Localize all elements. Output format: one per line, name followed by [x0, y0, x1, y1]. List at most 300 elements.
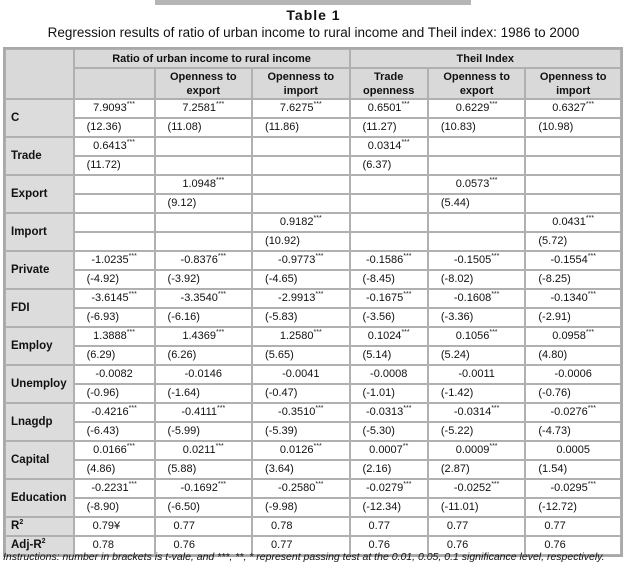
coef-cell [428, 327, 526, 346]
coef-cell [350, 441, 428, 460]
coef-value: -0.4111 [181, 406, 218, 418]
t-value-row [5, 384, 621, 403]
t-value-cell: (-5.99) [155, 422, 253, 441]
corner-cell [5, 49, 74, 99]
fit-name: R [11, 520, 20, 532]
coef-cell [350, 99, 428, 118]
coef-row [5, 175, 621, 194]
coef-value: -0.0006 [554, 368, 592, 380]
significance-stars: *** [313, 101, 322, 108]
significance-stars: *** [585, 101, 595, 108]
fit-value: 0.76 [428, 536, 526, 555]
coef-cell [428, 137, 526, 156]
fit-value: 0.77 [350, 517, 428, 536]
significance-stars: *** [587, 291, 596, 298]
coef-cell [350, 289, 428, 308]
significance-stars: ** [402, 443, 409, 450]
significance-stars: *** [313, 443, 322, 450]
t-value-cell: (-1.01) [350, 384, 428, 403]
fit-value: 0.77 [525, 517, 621, 536]
t-value-cell [74, 232, 155, 251]
t-value-cell: (-4.92) [74, 270, 155, 289]
t-value-row [5, 460, 621, 479]
coef-value: 0.1056 [455, 330, 490, 342]
coef-value: -0.1586 [365, 254, 404, 266]
variable-label: Export [5, 175, 74, 213]
coef-value: -0.0146 [184, 368, 222, 380]
coef-cell [74, 251, 155, 270]
t-value-row [5, 270, 621, 289]
coef-cell [350, 213, 428, 232]
t-value-cell: (12.36) [74, 118, 155, 137]
coef-cell [428, 289, 526, 308]
significance-stars: *** [217, 291, 227, 298]
coef-value: -0.1675 [365, 292, 404, 304]
coef-value: -3.3540 [180, 292, 218, 304]
coef-value: -0.0011 [458, 368, 495, 380]
regression-table [3, 47, 623, 557]
coef-value: -0.9773 [278, 254, 316, 266]
significance-stars: *** [403, 253, 412, 260]
t-value-cell: (11.27) [350, 118, 428, 137]
variable-label: Lnagdp [5, 403, 74, 441]
t-value-cell: (-8.02) [428, 270, 526, 289]
t-value-cell: (11.86) [252, 118, 350, 137]
coef-cell [350, 251, 428, 270]
group-header-row [5, 49, 621, 68]
fit-sup: 2 [19, 519, 24, 526]
t-value-cell [350, 194, 428, 213]
significance-stars: *** [587, 405, 596, 412]
t-value-cell: (-3.56) [350, 308, 428, 327]
coef-cell [525, 99, 621, 118]
coef-value: 7.2581 [182, 102, 217, 114]
t-value-cell: (-6.93) [74, 308, 155, 327]
coef-value: 0.9182 [279, 216, 314, 228]
coef-value: -0.1692 [180, 482, 218, 494]
significance-stars: *** [217, 253, 227, 260]
t-value-cell: (4.80) [525, 346, 621, 365]
coef-value: -0.0295 [550, 482, 588, 494]
significance-stars: *** [489, 329, 498, 336]
fit-value: 0.77 [252, 536, 350, 555]
coef-cell [252, 99, 350, 118]
fit-value: 0.76 [155, 536, 253, 555]
coef-cell [525, 441, 621, 460]
significance-stars: *** [126, 443, 135, 450]
significance-stars: *** [217, 481, 227, 488]
significance-stars: *** [403, 405, 412, 412]
coef-value: -0.1505 [453, 254, 492, 266]
significance-stars: *** [401, 329, 410, 336]
coef-cell [155, 403, 253, 422]
t-value-cell: (-6.16) [155, 308, 253, 327]
t-value-cell: (10.83) [428, 118, 526, 137]
footnote: Instructions: number in brackets is t-vale, and ***, **, * represent passing test at the 0.01, 0.05, 0.1 significance level, respectively. [3, 551, 605, 563]
t-value-cell: (5.72) [525, 232, 621, 251]
coef-cell [525, 479, 621, 498]
significance-stars: *** [128, 405, 137, 412]
significance-stars: *** [126, 329, 135, 336]
table-title: Table 1 [286, 7, 341, 23]
variable-label: Unemploy [5, 365, 74, 403]
t-value-cell [252, 156, 350, 175]
coef-cell [350, 137, 428, 156]
significance-stars: *** [489, 443, 498, 450]
significance-stars: *** [315, 253, 324, 260]
coef-value: 0.6501 [367, 102, 402, 114]
fit-value: 0.76 [525, 536, 621, 555]
coef-cell [428, 441, 526, 460]
coef-cell [525, 213, 621, 232]
coef-value: 0.0005 [556, 444, 591, 456]
t-value-cell [525, 194, 621, 213]
t-value-cell [155, 156, 253, 175]
fit-label [5, 517, 74, 536]
significance-stars: *** [585, 215, 595, 222]
coef-row [5, 327, 621, 346]
t-value-cell [155, 232, 253, 251]
coef-cell [428, 99, 526, 118]
coef-value: 0.0431 [552, 216, 586, 228]
t-value-cell: (3.64) [252, 460, 350, 479]
coef-value: -2.9913 [278, 292, 316, 304]
t-value-cell: (-0.76) [525, 384, 621, 403]
coef-value: -0.3510 [278, 406, 316, 418]
t-value-cell: (-8.90) [74, 498, 155, 517]
fit-value: 0.78 [74, 536, 155, 555]
coef-cell [155, 441, 253, 460]
fit-value: 0.77 [155, 517, 253, 536]
significance-stars: *** [489, 177, 498, 184]
t-value-cell: (10.92) [252, 232, 350, 251]
t-value-cell: (5.88) [155, 460, 253, 479]
coef-cell [350, 365, 428, 384]
fit-sup: 2 [41, 538, 46, 545]
coef-cell [74, 99, 155, 118]
significance-stars: *** [403, 481, 412, 488]
coef-cell [252, 327, 350, 346]
coef-cell [252, 479, 350, 498]
significance-stars: *** [215, 443, 224, 450]
coef-value: -0.0008 [370, 368, 408, 380]
coef-cell [350, 479, 428, 498]
t-value-cell: (-0.47) [252, 384, 350, 403]
t-value-row [5, 118, 621, 137]
coef-row [5, 137, 621, 156]
coef-value: 0.0166 [93, 444, 127, 456]
coef-cell [428, 175, 526, 194]
significance-stars: *** [126, 139, 135, 146]
t-value-cell: (-5.30) [350, 422, 428, 441]
coef-cell [428, 479, 526, 498]
coef-cell [428, 251, 526, 270]
coef-value: 1.4369 [182, 330, 217, 342]
t-value-cell: (9.12) [155, 194, 253, 213]
coef-cell [155, 365, 253, 384]
column-header [74, 68, 155, 99]
t-value-cell: (11.08) [155, 118, 253, 137]
coef-value: 0.6413 [93, 140, 127, 152]
coef-value: -0.0082 [95, 368, 133, 380]
coef-value: 0.0958 [552, 330, 586, 342]
coef-cell [155, 175, 253, 194]
t-value-row [5, 156, 621, 175]
significance-stars: *** [216, 177, 225, 184]
column-header: Openness to export [428, 68, 526, 99]
t-value-cell: (6.26) [155, 346, 253, 365]
coef-cell [252, 175, 350, 194]
t-value-cell [350, 232, 428, 251]
coef-value: 0.0211 [182, 444, 216, 456]
column-header: Trade openness [350, 68, 428, 99]
t-value-cell: (-12.34) [350, 498, 428, 517]
significance-stars: *** [315, 405, 324, 412]
coef-value: -0.0252 [453, 482, 492, 494]
fit-value: 0.79¥ [74, 517, 155, 536]
coef-cell [525, 365, 621, 384]
group-header-ratio: Ratio of urban income to rural income [74, 49, 350, 68]
significance-stars: *** [128, 481, 137, 488]
significance-stars: *** [315, 291, 324, 298]
coef-row [5, 99, 621, 118]
t-value-cell: (-11.01) [428, 498, 526, 517]
t-value-cell: (6.29) [74, 346, 155, 365]
coef-value: -0.2231 [91, 482, 129, 494]
coef-cell [525, 327, 621, 346]
coef-value: 0.0009 [455, 444, 490, 456]
t-value-row [5, 422, 621, 441]
top-rule [155, 0, 471, 5]
significance-stars: *** [491, 291, 500, 298]
significance-stars: *** [491, 405, 500, 412]
coef-cell [525, 175, 621, 194]
t-value-cell: (2.16) [350, 460, 428, 479]
significance-stars: *** [315, 481, 324, 488]
coef-cell [428, 403, 526, 422]
t-value-cell: (-9.98) [252, 498, 350, 517]
significance-stars: *** [489, 101, 498, 108]
t-value-cell: (1.54) [525, 460, 621, 479]
t-value-cell: (-1.42) [428, 384, 526, 403]
variable-label: Employ [5, 327, 74, 365]
coef-value: 0.6229 [455, 102, 490, 114]
t-value-cell [252, 194, 350, 213]
coef-cell [350, 327, 428, 346]
t-value-cell: (-1.64) [155, 384, 253, 403]
significance-stars: *** [313, 215, 322, 222]
column-header: Openness to import [525, 68, 621, 99]
variable-label: FDI [5, 289, 74, 327]
significance-stars: *** [216, 101, 225, 108]
coef-value: 1.2580 [279, 330, 314, 342]
significance-stars: *** [128, 253, 137, 260]
t-value-cell: (-2.91) [525, 308, 621, 327]
t-value-cell: (2.87) [428, 460, 526, 479]
coef-value: -0.0314 [453, 406, 492, 418]
significance-stars: *** [587, 253, 596, 260]
coef-row [5, 289, 621, 308]
coef-cell [350, 175, 428, 194]
coef-cell [350, 403, 428, 422]
t-value-row [5, 308, 621, 327]
coef-cell [74, 365, 155, 384]
coef-value: -0.0041 [282, 368, 320, 380]
t-value-cell: (-3.36) [428, 308, 526, 327]
coef-cell [428, 213, 526, 232]
significance-stars: *** [216, 329, 225, 336]
coef-value: 1.0948 [182, 178, 217, 190]
t-value-row [5, 346, 621, 365]
variable-label: Trade [5, 137, 74, 175]
coef-value: -0.0313 [365, 406, 404, 418]
coef-cell [155, 327, 253, 346]
coef-cell [252, 213, 350, 232]
significance-stars: *** [401, 101, 410, 108]
significance-stars: *** [217, 405, 226, 412]
coef-value: 0.6327 [552, 102, 586, 114]
coef-cell [252, 441, 350, 460]
t-value-cell: (-6.43) [74, 422, 155, 441]
t-value-cell: (5.44) [428, 194, 526, 213]
coef-value: 0.0314 [367, 140, 402, 152]
coef-cell [525, 137, 621, 156]
significance-stars: *** [491, 253, 500, 260]
t-value-cell: (-4.65) [252, 270, 350, 289]
coef-value: -0.4216 [91, 406, 129, 418]
coef-value: -3.6145 [91, 292, 129, 304]
t-value-cell [428, 232, 526, 251]
coef-row [5, 213, 621, 232]
t-value-row [5, 232, 621, 251]
coef-cell [252, 289, 350, 308]
coef-cell [252, 251, 350, 270]
variable-label: Private [5, 251, 74, 289]
coef-value: 0.0126 [279, 444, 314, 456]
coef-row [5, 403, 621, 422]
t-value-cell: (-0.96) [74, 384, 155, 403]
t-value-cell: (4.86) [74, 460, 155, 479]
coef-cell [252, 403, 350, 422]
coef-value: -0.2580 [278, 482, 316, 494]
coef-cell [155, 479, 253, 498]
t-value-cell: (-12.72) [525, 498, 621, 517]
coef-cell [525, 403, 621, 422]
coef-value: -0.1608 [453, 292, 492, 304]
coef-cell [74, 479, 155, 498]
t-value-cell: (-6.50) [155, 498, 253, 517]
coef-cell [252, 365, 350, 384]
significance-stars: *** [585, 329, 595, 336]
fit-name: Adj-R [11, 539, 42, 551]
coef-value: 0.0007 [369, 444, 403, 456]
t-value-cell: (-8.45) [350, 270, 428, 289]
group-header-theil: Theil Index [350, 49, 621, 68]
fit-value: 0.77 [428, 517, 526, 536]
significance-stars: *** [587, 481, 596, 488]
coef-cell [74, 403, 155, 422]
coef-cell [525, 289, 621, 308]
t-value-cell: (6.37) [350, 156, 428, 175]
coef-value: -0.0279 [365, 482, 404, 494]
t-value-cell: (10.98) [525, 118, 621, 137]
coef-cell [74, 213, 155, 232]
t-value-row [5, 194, 621, 213]
coef-value: 1.3888 [93, 330, 127, 342]
coef-cell [74, 289, 155, 308]
coef-cell [74, 175, 155, 194]
coef-row [5, 365, 621, 384]
fit-value: 0.78 [252, 517, 350, 536]
coef-cell [525, 251, 621, 270]
fit-row [5, 517, 621, 536]
t-value-cell: (-5.22) [428, 422, 526, 441]
coef-cell [74, 137, 155, 156]
t-value-cell: (5.24) [428, 346, 526, 365]
coef-row [5, 251, 621, 270]
variable-label: C [5, 99, 74, 137]
variable-label: Education [5, 479, 74, 517]
t-value-cell: (5.65) [252, 346, 350, 365]
coef-cell [74, 441, 155, 460]
t-value-cell: (-8.25) [525, 270, 621, 289]
coef-value: -0.1554 [550, 254, 588, 266]
coef-value: 0.0573 [455, 178, 490, 190]
column-header-row [5, 68, 621, 99]
significance-stars: *** [403, 291, 412, 298]
t-value-cell: (-3.92) [155, 270, 253, 289]
t-value-cell: (-5.83) [252, 308, 350, 327]
t-value-row [5, 498, 621, 517]
variable-label: Capital [5, 441, 74, 479]
coef-cell [155, 99, 253, 118]
coef-cell [155, 289, 253, 308]
coef-value: -1.0235 [91, 254, 129, 266]
t-value-cell: (11.72) [74, 156, 155, 175]
significance-stars: *** [128, 291, 137, 298]
fit-value: 0.76 [350, 536, 428, 555]
coef-cell [428, 365, 526, 384]
coef-value: 7.6275 [279, 102, 314, 114]
table-subtitle: Regression results of ratio of urban income to rural income and Theil index: 1986 to 2000 [47, 25, 580, 40]
coef-value: -0.0276 [550, 406, 588, 418]
coef-row [5, 441, 621, 460]
significance-stars: *** [401, 139, 410, 146]
column-header: Openness to import [252, 68, 350, 99]
variable-label: Import [5, 213, 74, 251]
coef-cell [155, 251, 253, 270]
significance-stars: *** [126, 101, 135, 108]
t-value-cell [428, 156, 526, 175]
t-value-cell: (-5.39) [252, 422, 350, 441]
t-value-cell [525, 156, 621, 175]
t-value-cell [74, 194, 155, 213]
coef-cell [155, 137, 253, 156]
coef-row [5, 479, 621, 498]
coef-cell [155, 213, 253, 232]
coef-value: -0.1340 [550, 292, 588, 304]
t-value-cell: (5.14) [350, 346, 428, 365]
significance-stars: *** [491, 481, 500, 488]
t-value-cell: (-4.73) [525, 422, 621, 441]
coef-value: -0.8376 [180, 254, 218, 266]
coef-value: 7.9093 [93, 102, 127, 114]
column-header: Openness to export [155, 68, 253, 99]
coef-cell [74, 327, 155, 346]
coef-cell [252, 137, 350, 156]
significance-stars: *** [313, 329, 322, 336]
coef-value: 0.1024 [367, 330, 402, 342]
